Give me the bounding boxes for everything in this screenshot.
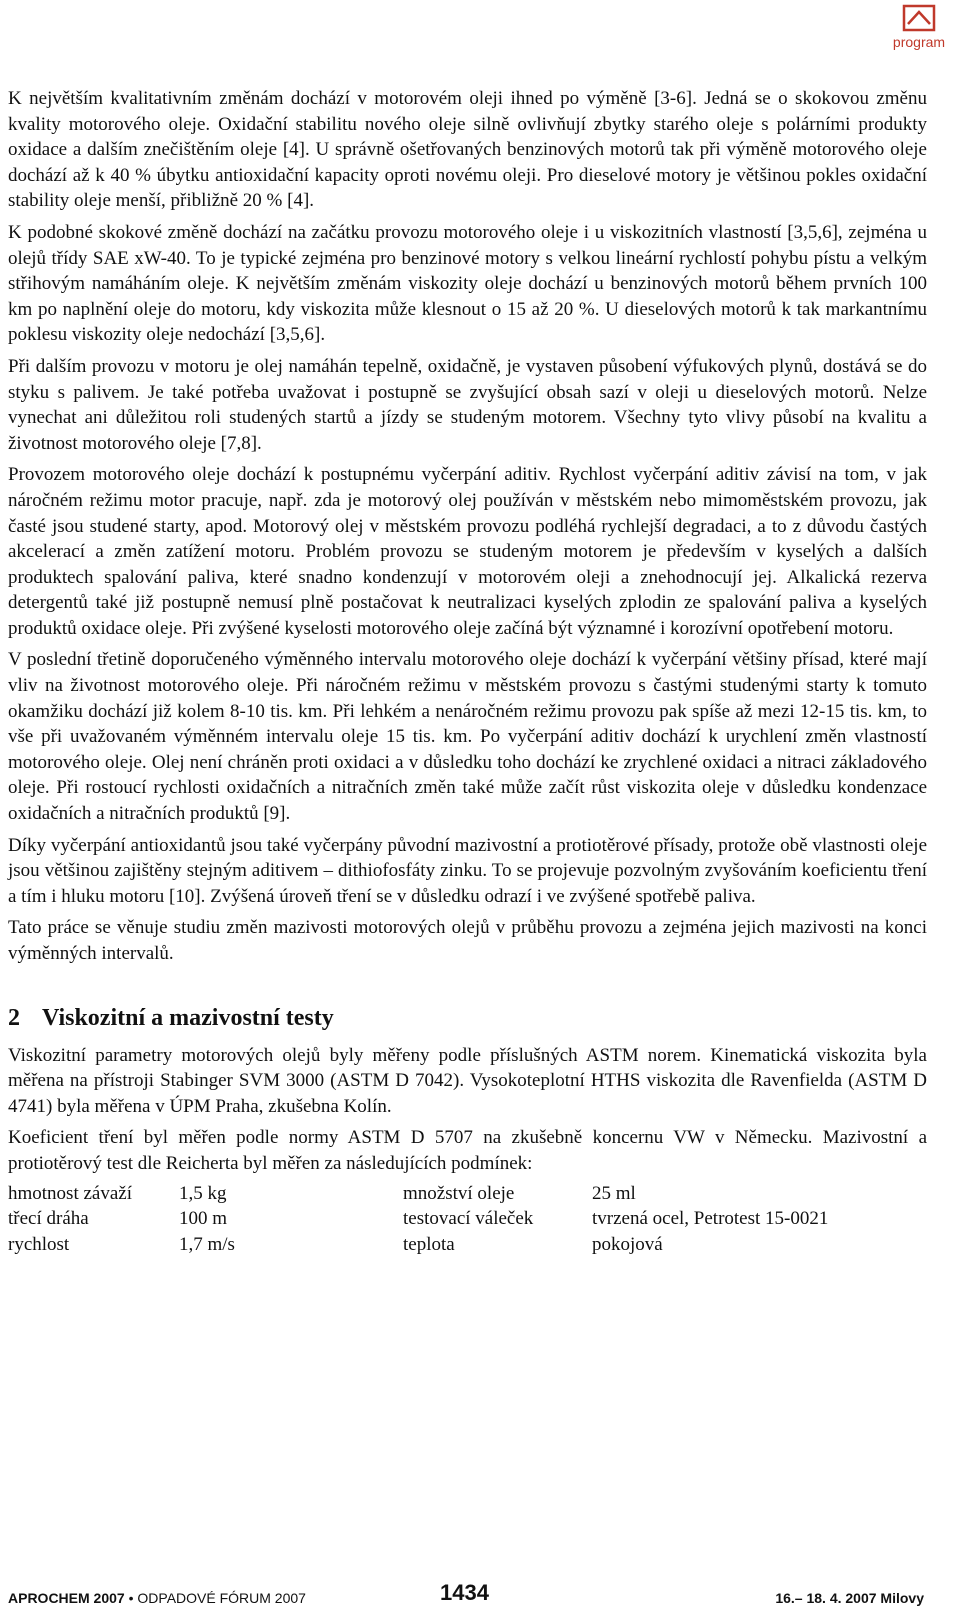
section-title: Viskozitní a mazivostní testy <box>42 1004 334 1031</box>
table-cell: 1,5 kg <box>179 1182 227 1204</box>
footer-conference: APROCHEM 2007 <box>8 1590 125 1606</box>
paragraph: K podobné skokové změně dochází na začátku provozu motorového oleje i u viskozitních vlastností [3,5,6], zejména u olejů třídy SAE xW-40. To je typické zejména pro benzinové motory s velkou lineární rychlostí pohybu pístu a velkým střihovým namáháním oleje. K největším změnám viskozity oleje dochází u benzinových motorů během prvních 100 km po naplnění oleje do motoru, kdy viskozita může klesnout o 15 až 20 %. U dieselových motorů k tak markantnímu poklesu viskozity oleje nedochází [3,5,6]. <box>8 221 927 346</box>
paragraph: V poslední třetině doporučeného výměnného intervalu motorového oleje dochází k vyčerpání většiny přísad, které mají vliv na životnost motorového oleje. Při náročném režimu v městském provozu s častými studenými starty k tomuto okamžiku dochází již kolem 8-10 tis. km. Při lehkém a nenáročném režimu provozu pak spíše až mezi 12-15 tis. km, to vše při uvažovaném výměnném intervalu oleje 15 tis. km. Po vyčerpání aditiv dochází k urychlení změn vlastností motorového oleje. Olej není chráněn proti oxidaci a v důsledku toho dochází ke zrychlené oxidaci a nitraci základového oleje. Při rostoucí rychlosti oxidačních a nitračních změn také může začít růst viskozita oleje v důsledku kondenzace oxidačních a nitračních produktů [9]. <box>8 649 927 825</box>
table-cell: testovací váleček <box>403 1208 534 1230</box>
table-cell: rychlost <box>8 1233 70 1255</box>
paragraph: Při dalším provozu v motoru je olej namáhán tepelně, oxidačně, je vystaven působení výfukových plynů, dostává se do styku s palivem. Je také potřeba uvažovat i postupně se zvyšující obsah sazí v oleji u dieselových motorů. Nelze vynechat ani důležitou roli studených startů a jízdy se studeným motorem. Všechny tyto vlivy působí na kvalitu a životnost motorového oleje [7,8]. <box>8 355 927 454</box>
paragraph: Tato práce se věnuje studiu změn mazivosti motorových olejů v průběhu provozu a zejména jejich mazivosti na konci výměnných intervalů. <box>8 917 927 964</box>
table-row <box>8 1232 927 1258</box>
table-row <box>8 1181 927 1207</box>
table-cell: teplota <box>403 1233 455 1255</box>
table-cell: hmotnost závaží <box>8 1182 132 1204</box>
paragraph: Viskozitní parametry motorových olejů byly měřeny podle příslušných ASTM norem. Kinematická viskozita byla měřena na přístroji Stabinger SVM 3000 (ASTM D 7042). Vysokoteplotní HTHS viskozita dle Ravenfielda (ASTM D 4741) byla měřena v ÚPM Praha, zkušebna Kolín. <box>8 1044 927 1117</box>
paragraph: Provozem motorového oleje dochází k postupnému vyčerpání aditiv. Rychlost vyčerpání aditiv závisí na tom, v jak náročném režimu motor pracuje, např. zda je motorový olej používán v městském nebo mimoměstském provozu, jak časté jsou studené starty, apod. Motorový olej v městském provozu podléhá rychlejší degradaci, a to z důvodu častých akcelerací a změn zatížení motoru. Problém provozu se studeným motorem je především v kyselých a dalších produktech spalování paliva, které snadno kondenzují v motorovém oleji a znehodnocují jej. Alkalická rezerva detergentů také již postupně nemusí plně postačovat k neutralizaci kyselých zplodin ze spalování paliva a kyselých produktů oxidace oleje. Při zvýšené kyselosti motorového oleje začíná být významné i korozívní opotřebení motoru. <box>8 464 927 639</box>
paragraph: Koeficient tření byl měřen podle normy ASTM D 5707 na zkušebně koncernu VW v Německu. Mazivostní a protiotěrový test dle Reicherta byl měřen za následujících podmínek: <box>8 1127 927 1174</box>
table-cell: množství oleje <box>403 1182 515 1204</box>
test-conditions-table <box>8 1181 927 1258</box>
footer-forum: ODPADOVÉ FÓRUM 2007 <box>137 1590 306 1606</box>
footer-bullet: • <box>128 1590 134 1606</box>
program-icon <box>902 4 936 32</box>
section-heading <box>8 1003 927 1033</box>
page-footer <box>0 1576 960 1616</box>
paragraph: Díky vyčerpání antioxidantů jsou také vyčerpány původní mazivostní a protiotěrové přísady, protože obě vlastnosti oleje jsou většinou zajištěny stejným aditivem – dithiofosfáty zinku. To se projevuje pozvolným zvyšováním koeficientu tření a tím i hluku motoru [10]. Zvýšená úroveň tření se v důsledku odrazí i ve zvýšené spotřebě paliva. <box>8 834 927 907</box>
table-cell: tvrzená ocel, Petrotest 15-0021 <box>592 1208 829 1230</box>
table-cell: 25 ml <box>592 1182 636 1204</box>
section-number: 2 <box>8 1004 20 1031</box>
program-logo[interactable] <box>886 4 952 50</box>
program-label: program <box>892 34 946 50</box>
table-row <box>8 1206 927 1232</box>
footer-dates: 16.– 18. 4. 2007 Milovy <box>775 1590 924 1606</box>
table-cell: 100 m <box>179 1208 228 1230</box>
table-cell: třecí dráha <box>8 1208 89 1230</box>
page-number: 1434 <box>440 1580 489 1605</box>
table-cell: pokojová <box>592 1233 663 1255</box>
page-content <box>8 86 927 1257</box>
table-cell: 1,7 m/s <box>179 1233 235 1255</box>
footer-conference-info <box>8 1590 306 1606</box>
paragraph: K největším kvalitativním změnám dochází v motorovém oleji ihned po výměně [3-6]. Jedná se o skokovou změnu kvality motorového oleje. Oxidační stabilitu nového oleje silně ovlivňují zbytky starého oleje s polárními produkty oxidace a dalším znečištěním oleje [4]. U správně ošetřovaných benzinových motorů tak při výměně motorového oleje dochází až k 40 % úbytku antioxidační kapacity oproti novému oleji. Pro dieselové motory je většinou pokles oxidační stability oleje menší, přibližně 20 % [4]. <box>8 88 927 212</box>
